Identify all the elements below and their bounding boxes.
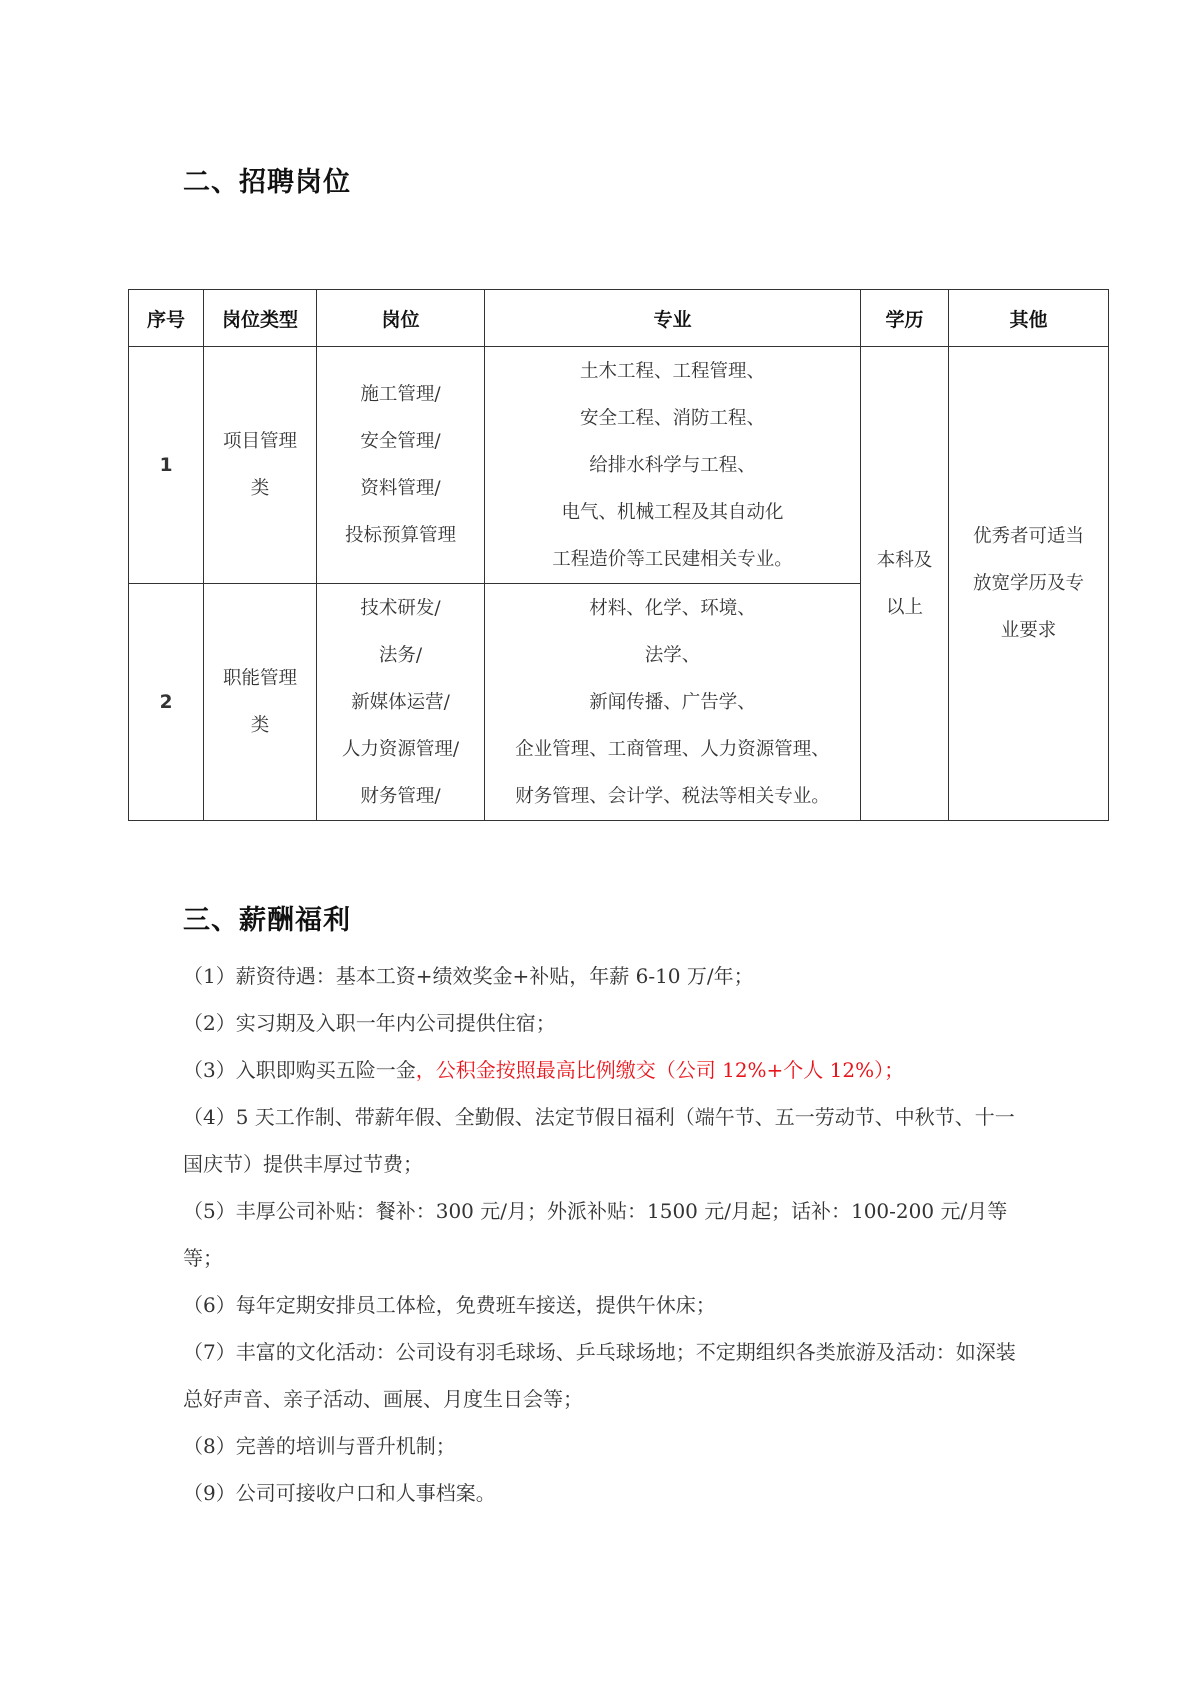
- benefit-item: （7）丰富的文化活动：公司设有羽毛球场、乒乓球场地；不定期组织各类旅游及活动：如深装总好声音、亲子活动、画展、月度生日会等；: [183, 1340, 1016, 1411]
- major-line: 给排水科学与工程、: [589, 454, 756, 476]
- other-line: 业要求: [1000, 620, 1057, 641]
- header-type: 岗位类型: [204, 290, 317, 347]
- major-line: 土木工程、工程管理、: [579, 360, 765, 382]
- major-line: 企业管理、工商管理、人力资源管理、: [515, 738, 830, 760]
- position-line: 投标预算管理: [344, 525, 456, 546]
- position-line: 法务/: [378, 644, 423, 666]
- row-type-line: 类: [250, 478, 270, 499]
- position-line: 人力资源管理/: [341, 738, 460, 760]
- header-position: 岗位: [317, 290, 485, 347]
- row-type-line: 类: [250, 715, 270, 736]
- row-type-line: 项目管理: [222, 431, 297, 452]
- table-header-row: [129, 290, 1109, 347]
- major-line: 电气、机械工程及其自动化: [561, 501, 784, 523]
- benefit-item: （9）公司可接收户口和人事档案。: [183, 1481, 496, 1505]
- position-line: 技术研发/: [360, 597, 441, 619]
- section-title-benefits: 三、薪酬福利: [183, 905, 351, 936]
- education-line: 本科及: [876, 549, 933, 571]
- other-line: 优秀者可适当: [972, 526, 1084, 547]
- row-positions: [317, 347, 485, 584]
- table-row: [129, 347, 1109, 584]
- major-line: 财务管理、会计学、税法等相关专业。: [515, 785, 830, 807]
- other-cell: [949, 347, 1109, 821]
- benefit-item: （5）丰厚公司补贴：餐补：300 元/月；外派补贴：1500 元/月起；话补：100-200 元/月等等；: [183, 1199, 1008, 1270]
- header-other: 其他: [949, 290, 1109, 347]
- benefit-item: （4）5 天工作制、带薪年假、全勤假、法定节假日福利（端午节、五一劳动节、中秋节、十一国庆节）提供丰厚过节费；: [183, 1105, 1015, 1176]
- position-line: 资料管理/: [360, 478, 441, 499]
- positions-table: [128, 289, 1109, 821]
- row-type: [204, 584, 317, 821]
- row-index: 1: [129, 347, 204, 584]
- row-positions: [317, 584, 485, 821]
- benefit-item: （2）实习期及入职一年内公司提供住宿；: [183, 1011, 556, 1035]
- section-title-positions: 二、招聘岗位: [183, 167, 351, 198]
- row-type-line: 职能管理: [222, 668, 297, 689]
- row-majors: [485, 347, 861, 584]
- header-index: 序号: [129, 290, 204, 347]
- row-index: 2: [129, 584, 204, 821]
- benefit-item-text: （3）入职即购买五险一金: [183, 1058, 416, 1082]
- row-majors: [485, 584, 861, 821]
- benefit-item: （8）完善的培训与晋升机制；: [183, 1434, 456, 1458]
- benefit-item-highlight: ，公积金按照最高比例缴交（公司 12%+个人 12%）；: [415, 1058, 905, 1082]
- position-line: 新媒体运营/: [351, 691, 450, 713]
- major-line: 法学、: [644, 644, 701, 666]
- education-line: 以上: [885, 596, 923, 618]
- position-line: 财务管理/: [360, 785, 441, 807]
- position-line: 施工管理/: [360, 384, 441, 405]
- position-line: 安全管理/: [360, 431, 441, 452]
- major-line: 材料、化学、环境、: [589, 597, 756, 619]
- row-type: [204, 347, 317, 584]
- benefit-item: [183, 1047, 1033, 1094]
- header-major: 专业: [485, 290, 861, 347]
- other-line: 放宽学历及专: [972, 573, 1084, 594]
- major-line: 新闻传播、广告学、: [589, 691, 756, 713]
- major-line: 安全工程、消防工程、: [579, 407, 765, 429]
- major-line: 工程造价等工民建相关专业。: [552, 548, 793, 570]
- benefits-list: [183, 953, 1033, 1517]
- header-education: 学历: [861, 290, 949, 347]
- benefit-item: （6）每年定期安排员工体检，免费班车接送，提供午休床；: [183, 1293, 716, 1317]
- benefit-item: （1）薪资待遇：基本工资+绩效奖金+补贴，年薪 6-10 万/年；: [183, 964, 754, 988]
- education-cell: [861, 347, 949, 821]
